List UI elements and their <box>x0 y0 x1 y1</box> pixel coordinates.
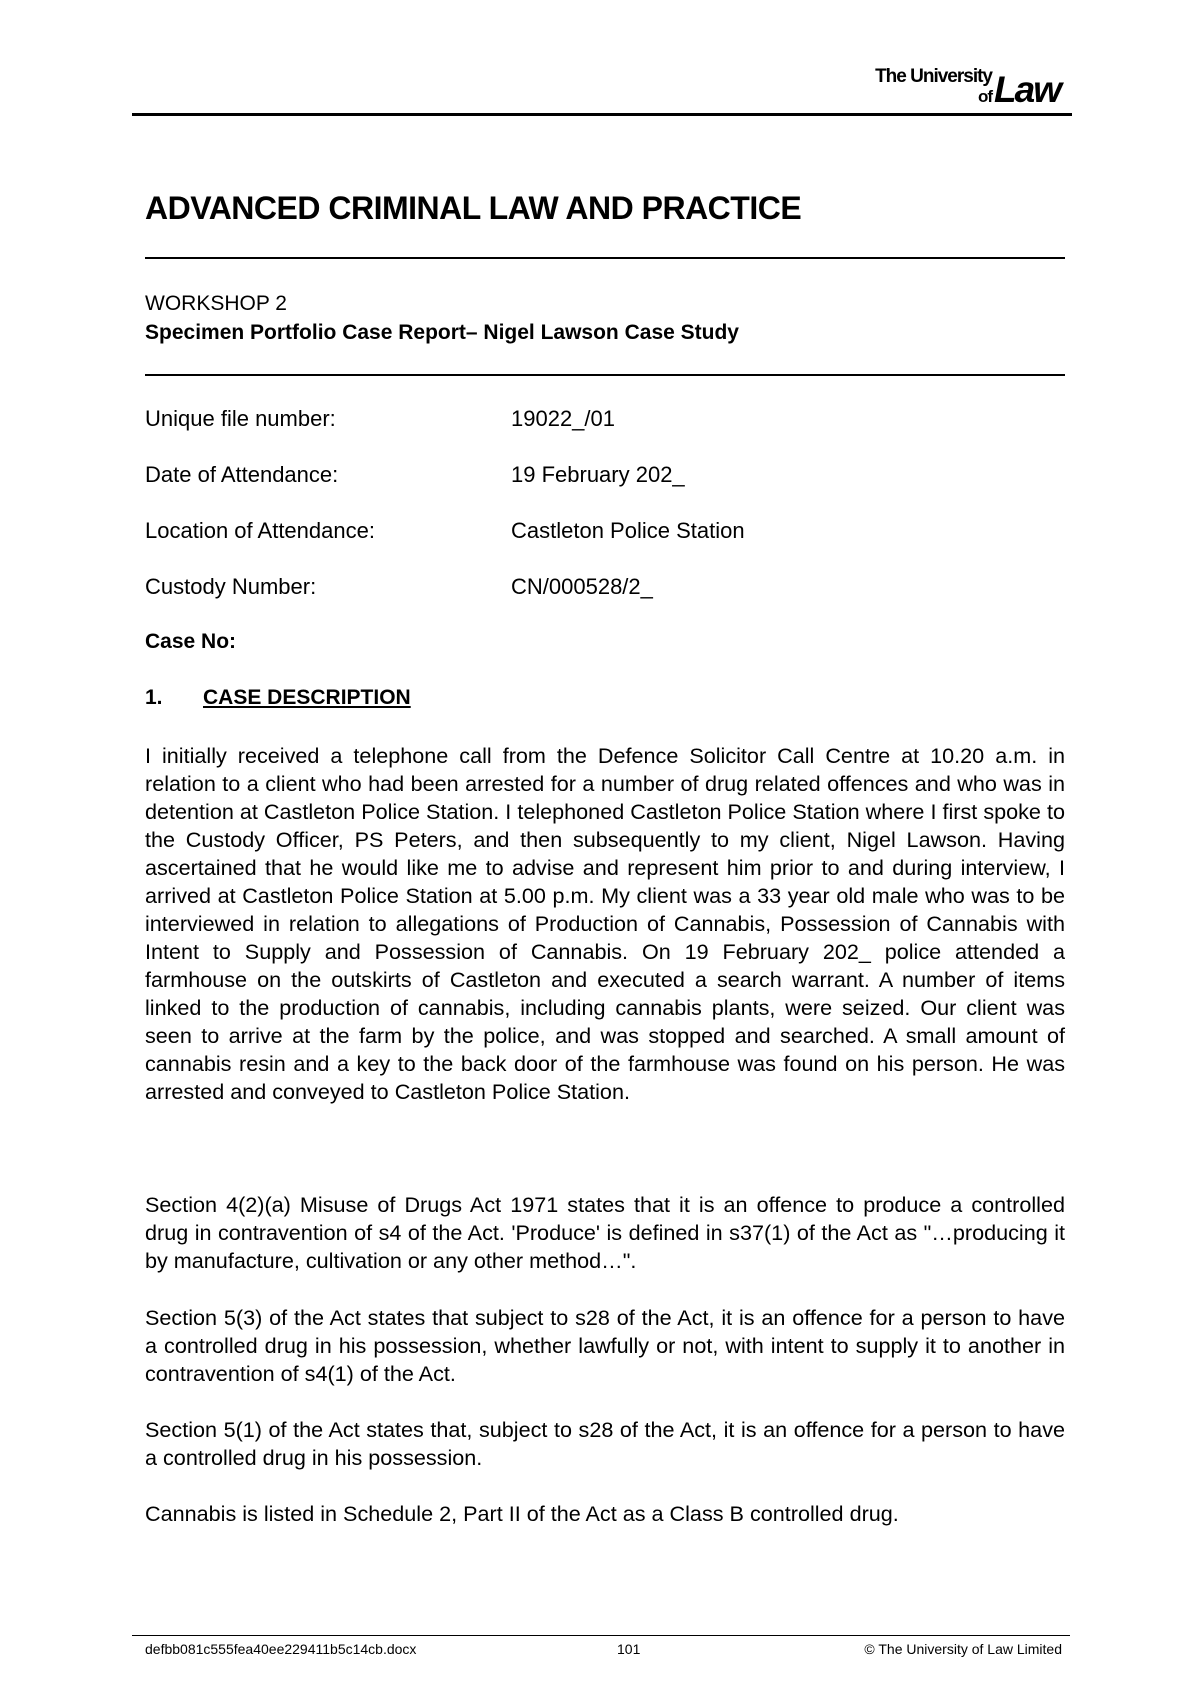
section-heading <box>145 686 411 710</box>
paragraph-section-5-3: Section 5(3) of the Act states that subject to s28 of the Act, it is an offence for a person to have a controlled drug in his possession, whether lawfully or not, with intent to supply it to another in contravention of s4(1) of the Act. <box>145 1305 1065 1386</box>
workshop-label: WORKSHOP 2 <box>145 292 287 315</box>
header-divider <box>132 113 1072 116</box>
logo-line3: Law <box>994 69 1060 110</box>
paragraph-schedule: Cannabis is listed in Schedule 2, Part II of the Act as a Class B controlled drug. <box>145 1501 899 1526</box>
document-title: ADVANCED CRIMINAL LAW AND PRACTICE <box>145 190 802 226</box>
meta-label: Date of Attendance: <box>145 462 339 487</box>
footer-page-number: 101 <box>617 1641 641 1657</box>
paragraph-section-5-1: Section 5(1) of the Act states that, subject to s28 of the Act, it is an offence for a person to have a controlled drug in his possession. <box>145 1417 1065 1470</box>
section-title: CASE DESCRIPTION <box>203 686 411 709</box>
logo-line2: of <box>977 87 992 106</box>
case-no-label: Case No: <box>145 630 237 653</box>
meta-value: Castleton Police Station <box>511 518 745 543</box>
paragraph-section-4: Section 4(2)(a) Misuse of Drugs Act 1971 states that it is an offence to produce a controlled drug in contravention of s4 of the Act. 'Produce' is defined in s37(1) of the Act as "…producing it by manufacture, cultivation or any other method…". <box>145 1192 1065 1273</box>
meta-label: Unique file number: <box>145 406 336 431</box>
section-number: 1. <box>145 686 163 709</box>
meta-label: Location of Attendance: <box>145 518 375 543</box>
meta-value: CN/000528/2_ <box>511 574 653 599</box>
footer-copyright: © The University of Law Limited <box>864 1641 1062 1657</box>
meta-value: 19022_/01 <box>511 406 615 431</box>
meta-value: 19 February 202_ <box>511 462 685 487</box>
logo-line1: The University <box>875 66 992 87</box>
workshop-block <box>145 289 739 347</box>
university-logo <box>840 66 1060 110</box>
paragraph-case-description: I initially received a telephone call from the Defence Solicitor Call Centre at 10.20 a.m. in relation to a client who had been arrested for a number of drug related offences and who was in detention at Castleton Police Station. I telephoned Castleton Police Station where I first spoke to the Custody Officer, PS Peters, and then subsequently to my client, Nigel Lawson. Having ascertained that he would like me to advise and represent him prior to and during interview, I arrived at Castleton Police Station at 5.00 p.m. My client was a 33 year old male who was to be interviewed in relation to allegations of Production of Cannabis, Possession of Cannabis with Intent to Supply and Possession of Cannabis. On 19 February 202_ police attended a farmhouse on the outskirts of Castleton and executed a search warrant. A number of items linked to the production of cannabis, including cannabis plants, were seized. Our client was seen to arrive at the farm by the police, and was stopped and searched. A small amount of cannabis resin and a key to the back door of the farmhouse was found on his person. He was arrested and conveyed to Castleton Police Station. <box>145 743 1065 1104</box>
meta-label: Custody Number: <box>145 574 317 599</box>
workshop-divider <box>145 374 1065 376</box>
title-divider <box>145 257 1065 259</box>
workshop-subtitle: Specimen Portfolio Case Report– Nigel Lawson Case Study <box>145 321 739 344</box>
footer-filename: defbb081c555fea40ee229411b5c14cb.docx <box>145 1641 417 1657</box>
footer-divider <box>132 1635 1070 1636</box>
